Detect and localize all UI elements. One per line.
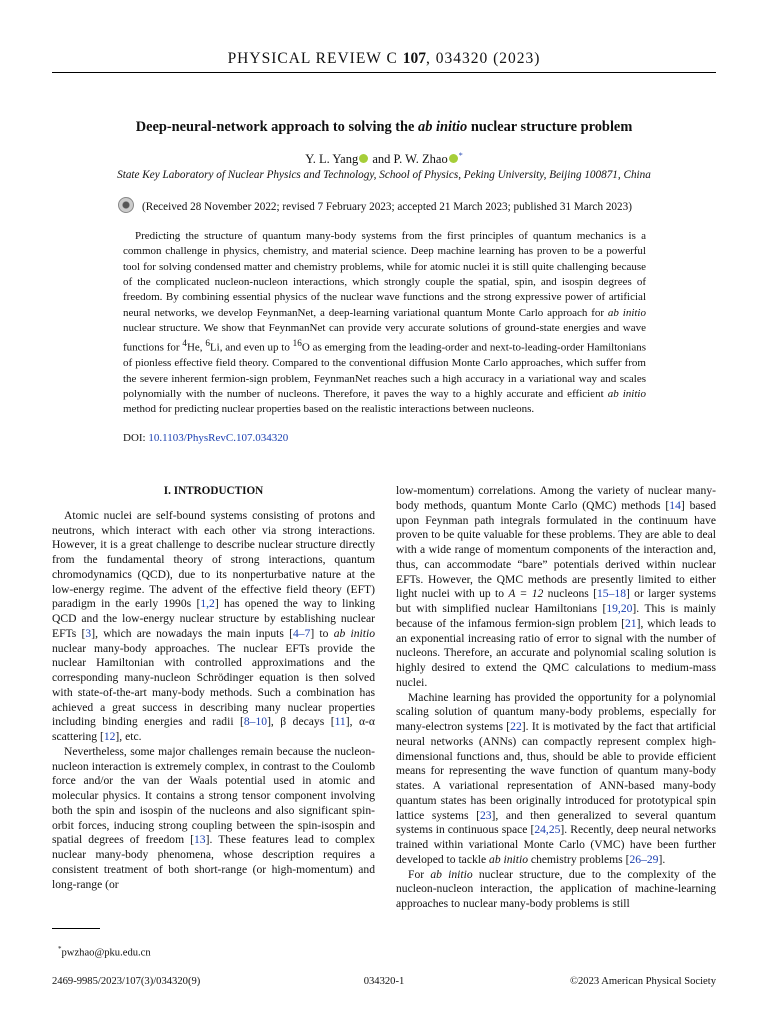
orcid-icon[interactable] <box>359 154 368 163</box>
author-zhao: P. W. Zhao <box>393 152 448 167</box>
affiliation: State Key Laboratory of Nuclear Physics and Technology, School of Physics, Peking University, Beijing 100871, China <box>117 169 651 181</box>
copyright: ©2023 American Physical Society <box>569 976 716 987</box>
paragraph: Machine learning has provided the opportunity for a polynomial scaling solution of quantum many-body problems, especially for many-electron systems [22]. It is motivated by the fact that artificial neural networks (ANNs) can compactly represent complex high-dimensional functions and, thus, should be able to provide efficient means for representing the wave function of quantum many-body states. A variational representation of ANN-based many-body quantum states has been originally introduced for prototypical spin lattice systems [23], and then generalized to several quantum systems in continuous space [24,25]. Recently, deep neural networks trained within variational Monte Carlo (VMC) have been further developed to tackle ab initio chemistry problems [26–29]. <box>396 690 716 866</box>
right-column <box>396 484 716 912</box>
citation-link[interactable]: 24,25 <box>534 823 561 837</box>
citation-link[interactable]: 11 <box>334 715 346 729</box>
header-rule <box>52 72 716 73</box>
journal-header: PHYSICAL REVIEW C 107, 034320 (2023) <box>227 50 541 67</box>
author-yang: Y. L. Yang <box>305 152 359 167</box>
citation-link[interactable]: 21 <box>625 616 637 630</box>
citation-link[interactable]: 15–18 <box>597 587 626 601</box>
doi: DOI: 10.1103/PhysRevC.107.034320 <box>123 432 289 444</box>
footnote: *pwzhao@pku.edu.cn <box>58 945 151 959</box>
citation-link[interactable]: 23 <box>479 808 492 822</box>
abstract: Predicting the structure of quantum many-body systems from the first principles of quantum mechanics is a common challenge in physics, chemistry, and material science. Deep machine learning has proven to be a powerful tool for solving condensed matter and chemistry problems, while for atomic nuclei it is still quite challenging because of the complicated nucleon-nucleon interactions, which strongly couple the spatial, spin, and isospin degrees of freedom. By combining essential physics of the nuclear wave functions and the strong expressive power of artificial neural networks, we develop FeynmanNet, a deep-learning variational quantum Monte Carlo approach for ab initio nuclear structure. We show that FeynmanNet can provide very accurate solutions of ground-state energies and wave functions for $^4$He, $^6$Li, and even up to $^{16}$O as emerging from the leading-order and next-to-leading-order Hamiltonians of pionless effective field theory. Compared to the conventional diffusion Monte Carlo approaches, which suffer from the severe inherent fermion-sign problem, FeynmanNet reaches such a high accuracy in a variational way and scales polynomially with the number of nucleons. Therefore, it paves the way to a highly accurate and efficient ab initio method for predicting nuclear properties based on the realistic interactions between nucleons. <box>123 230 647 416</box>
page-number: 034320-1 <box>363 976 405 987</box>
citation-link[interactable]: 1,2 <box>200 597 215 611</box>
section-heading: I. INTRODUCTION <box>163 485 264 497</box>
citation-link[interactable]: 8–10 <box>243 715 268 729</box>
footnote-rule <box>52 928 100 929</box>
paper-title: Deep-neural-network approach to solving the ab initio nuclear structure problem <box>135 119 633 135</box>
paragraph: low-momentum) correlations. Among the variety of nuclear many-body methods, quantum Monte Carlo (QMC) methods [14] based upon Feynman path integrals formulated in the continuum have proven to be quite valuable for these problems. They are able to deal with a wide range of momentum components of the interaction and, thus, can accommodate “bare” potentials derived within nuclear EFTs. However, the QMC methods are presently limited to either light nuclei with up to A = 12 nucleons [15–18] or larger systems but with simplified nuclear Hamiltonians [19,20]. This is mainly because of the infamous fermion-sign problem [21], which leads to an exponential increasing ratio of error to signal with the number of nucleons. Therefore, an accurate and polynomial scaling solution is highly desired to extend the QMC calculations to medium-mass nuclei. <box>396 484 716 689</box>
footer-issn: 2469-9985/2023/107(3)/034320(9) <box>52 976 201 987</box>
citation-link[interactable]: 26–29 <box>629 852 659 866</box>
left-column <box>52 484 375 892</box>
citation-link[interactable]: 22 <box>510 720 522 733</box>
corresponding-mark: * <box>458 151 463 160</box>
email: pwzhao@pku.edu.cn <box>61 947 151 959</box>
citation-link[interactable]: 14 <box>669 498 681 512</box>
citation-link[interactable]: 13 <box>194 833 206 847</box>
paragraph: For ab initio nuclear structure, due to the complexity of the nucleon-nucleon interaction, the application of machine-learning approaches to nuclear many-body problems is still <box>396 867 716 910</box>
citation-link[interactable]: 3 <box>85 626 92 640</box>
volume: 107 <box>402 50 426 67</box>
orcid-icon[interactable] <box>449 154 458 163</box>
citation-link[interactable]: 4–7 <box>292 626 311 640</box>
received-dates: (Received 28 November 2022; revised 7 February 2023; accepted 21 March 2023; published 31 March 2023) <box>118 197 678 213</box>
citation-link[interactable]: 12 <box>103 730 116 743</box>
authors: Y. L. Yang and P. W. Zhao * <box>305 151 463 167</box>
crossmark-icon[interactable] <box>118 197 134 213</box>
paragraph: Atomic nuclei are self-bound systems consisting of protons and neutrons, which interact with each other via strong interactions. However, it is a great challenge to describe nuclear structure directly from the fundamental theory of strong interactions, quantum chromodynamics (QCD), due to its nonperturbative nature at the low-energy regime. The advent of the effective field theory (EFT) paradigm in the early 1990s [1,2] has opened the way to linking QCD and the low-energy nuclear structure by establishing nuclear EFTs [3], which are nowadays the main inputs [4–7] to ab initio nuclear many-body approaches. The nuclear EFTs provide the nuclear Hamiltonian with controlled approximations and the corresponding many-nucleon Schrödinger equation is then solved with state-of-the-art many-body methods. Such a combination has achieved a great success in describing many nuclear properties including binding energies and radii [8–10], β decays [11], α-α scattering [12], etc. <box>52 508 375 743</box>
citation-link[interactable]: 19,20 <box>606 602 633 615</box>
paragraph: Nevertheless, some major challenges remain because the nucleon-nucleon interaction is extremely complex, in contrast to the Coulomb force and/or the van der Waals potential used in atomic and molecular physics. It contains a strong tensor component involving both the spin and isospin of the nucleons and also significant spin-orbit forces, inducing strong coupling between the spin-isospin and spatial degrees of freedom [13]. These features lead to complex nuclear many-body phenomena, whose description requires a consistent treatment of both short-range (or high-momentum) and long-range (or <box>52 744 375 891</box>
doi-link[interactable]: 10.1103/PhysRevC.107.034320 <box>148 432 289 444</box>
